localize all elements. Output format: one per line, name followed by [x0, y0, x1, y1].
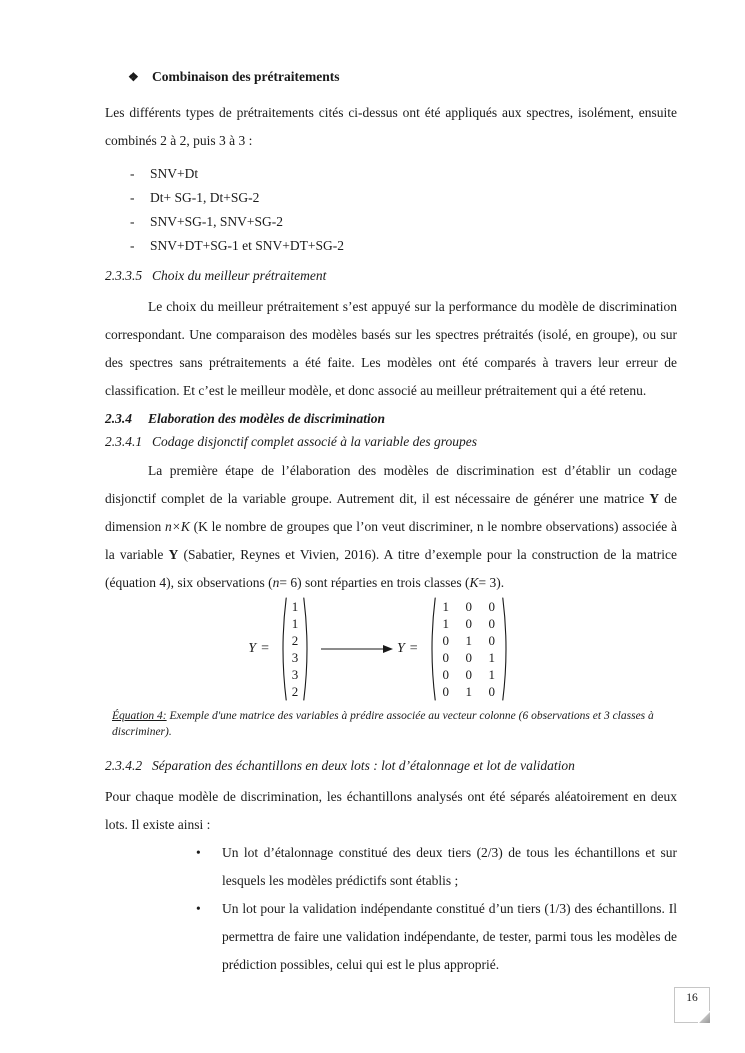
lots-bullet-list [105, 839, 677, 979]
text-segment: de dimension [105, 491, 677, 534]
vector-value: 1 [291, 599, 299, 614]
section-title: Elaboration des modèles de discrimination [148, 411, 386, 426]
text-segment: = 3). [478, 575, 505, 590]
matrix-cell: 0 [465, 616, 472, 631]
text-segment: (K le nombre de groupes que l’on veut discriminer, n le nombre observations) associée à la variable [105, 519, 677, 562]
matrix-cell: 0 [442, 684, 449, 699]
text-segment: La première étape de l’élaboration des modèles de discrimination est d’établir un codage disjonctif complet de la variable groupe. Autrement dit, il est nécessaire de générer une matrice [105, 463, 677, 506]
page-number-box [674, 987, 710, 1023]
list-item [105, 186, 677, 210]
section-number: 2.3.4.2 [105, 758, 143, 773]
vector-value: 3 [291, 650, 299, 665]
left-paren-icon [428, 597, 436, 701]
equals-sign: = [409, 641, 418, 656]
paragraph-separation: Pour chaque modèle de discrimination, les échantillons analysés ont été séparés aléatoirement en deux lots. Il existe ainsi : [105, 789, 677, 832]
list-item [105, 162, 677, 186]
matrix-cell: 0 [465, 667, 472, 682]
matrix-cell: 1 [465, 633, 472, 648]
bullet-item [105, 895, 677, 979]
section-number: 2.3.3.5 [105, 268, 143, 283]
section-heading-2-3-3-5 [105, 266, 677, 285]
equation-rhs-label [397, 641, 418, 657]
matrix-cell: 0 [442, 667, 449, 682]
equation-caption-text: Exemple d'une matrice des variables à prédire associée au vecteur colonne (6 observations et 3 classes à discriminer). [112, 710, 654, 738]
text-segment: Y [168, 547, 179, 562]
list-item [105, 234, 677, 258]
dash-bullet-icon: - [130, 214, 135, 229]
paragraph-choix: Le choix du meilleur prétraitement s’est appuyé sur la performance du modèle de discrimination correspondant. Une comparaison des modèles basés sur les spectres prétraités (isolé, en groupe), ou sur des spectres sans prétraitements a été faite. Les modèles ont été comparés à travers leur erreur de classification. Et c’est le meilleur modèle, et donc associé au meilleur prétraitement qui a été retenu. [105, 299, 677, 398]
right-arrow-icon [321, 643, 393, 655]
section-number: 2.3.4 [105, 411, 132, 426]
matrix-cell: 1 [488, 650, 495, 665]
matrix-cell: 0 [488, 616, 495, 631]
bullet-dot-icon: • [196, 901, 201, 916]
heading-combinaison [128, 68, 677, 86]
vector-value: 1 [291, 616, 299, 631]
heading-combinaison-text: Combinaison des prétraitements [152, 69, 340, 84]
vector-value: 3 [291, 667, 299, 682]
equation-4-figure [93, 597, 665, 701]
vector-y [279, 597, 311, 701]
matrix-cell: 0 [488, 684, 495, 699]
y-symbol: Y [397, 641, 405, 656]
matrix-cell: 1 [488, 667, 495, 682]
section-title: Codage disjonctif complet associé à la variable des groupes [152, 434, 477, 449]
matrix-cell: 1 [465, 684, 472, 699]
section-heading-2-3-4 [105, 408, 677, 429]
matrix-cell: 0 [465, 650, 472, 665]
section-heading-2-3-4-1 [105, 431, 677, 452]
right-paren-icon [502, 597, 510, 701]
matrix-cell: 0 [442, 633, 449, 648]
vector-value: 2 [291, 633, 299, 648]
matrix-cell: 1 [442, 616, 449, 631]
dash-bullet-icon: - [130, 238, 135, 253]
paragraph-codage [105, 457, 677, 597]
bullet-item [105, 839, 677, 895]
matrix-y [428, 597, 510, 701]
bullet-dot-icon: • [196, 845, 201, 860]
list-item-text: SNV+SG-1, SNV+SG-2 [150, 214, 283, 229]
section-title: Choix du meilleur prétraitement [152, 268, 327, 283]
matrix-cell: 1 [442, 599, 449, 614]
diamond-bullet-icon: ❖ [128, 70, 139, 84]
list-item-text: SNV+DT+SG-1 et SNV+DT+SG-2 [150, 238, 344, 253]
matrix-cell: 0 [442, 650, 449, 665]
paragraph-intro: Les différents types de prétraitements cités ci-dessus ont été appliqués aux spectres, isolément, ensuite combinés 2 à 2, puis 3 à 3 : [105, 105, 677, 148]
equation-caption-label: Équation 4: [112, 710, 167, 722]
text-segment: (Sabatier, Reynes et Vivien, 2016). A titre d’exemple pour la construction de la matrice (équation 4), six observations ( [105, 547, 677, 590]
section-number: 2.3.4.1 [105, 434, 143, 449]
matrix-cell: 0 [488, 599, 495, 614]
page-number: 16 [686, 992, 698, 1004]
equals-sign: = [261, 641, 269, 656]
list-item-text: SNV+Dt [150, 166, 199, 181]
section-title: Séparation des échantillons en deux lots : lot d’étalonnage et lot de validation [152, 758, 575, 773]
right-paren-icon [303, 597, 311, 701]
vector-value: 2 [291, 684, 299, 699]
matrix-cell: 0 [488, 633, 495, 648]
text-segment: = 6) sont réparties en trois classes ( [279, 575, 470, 590]
pretreatment-list [105, 162, 677, 258]
dash-bullet-icon: - [130, 190, 135, 205]
matrix-cell: 0 [465, 599, 472, 614]
dash-bullet-icon: - [130, 166, 135, 181]
equation-lhs-label [248, 641, 269, 657]
y-symbol: Y [248, 641, 257, 656]
text-segment: K [469, 575, 479, 590]
section-heading-2-3-4-2 [105, 755, 677, 776]
bullet-item-text: Un lot d’étalonnage constitué des deux tiers (2/3) de tous les échantillons et sur lesquels les modèles prédictifs sont établis ; [222, 845, 677, 888]
list-item [105, 210, 677, 234]
text-segment: Y [649, 491, 660, 506]
list-item-text: Dt+ SG-1, Dt+SG-2 [150, 190, 260, 205]
equation-caption [105, 708, 677, 740]
left-paren-icon [279, 597, 287, 701]
text-segment: n [272, 575, 280, 590]
text-segment: n×K [165, 519, 190, 534]
bullet-item-text: Un lot pour la validation indépendante constitué d’un tiers (1/3) des échantillons. Il permettra de faire une validation indépendante, de tester, parmi tous les modèles de prédiction possibles, celui qui est le plus approprié. [222, 901, 677, 972]
